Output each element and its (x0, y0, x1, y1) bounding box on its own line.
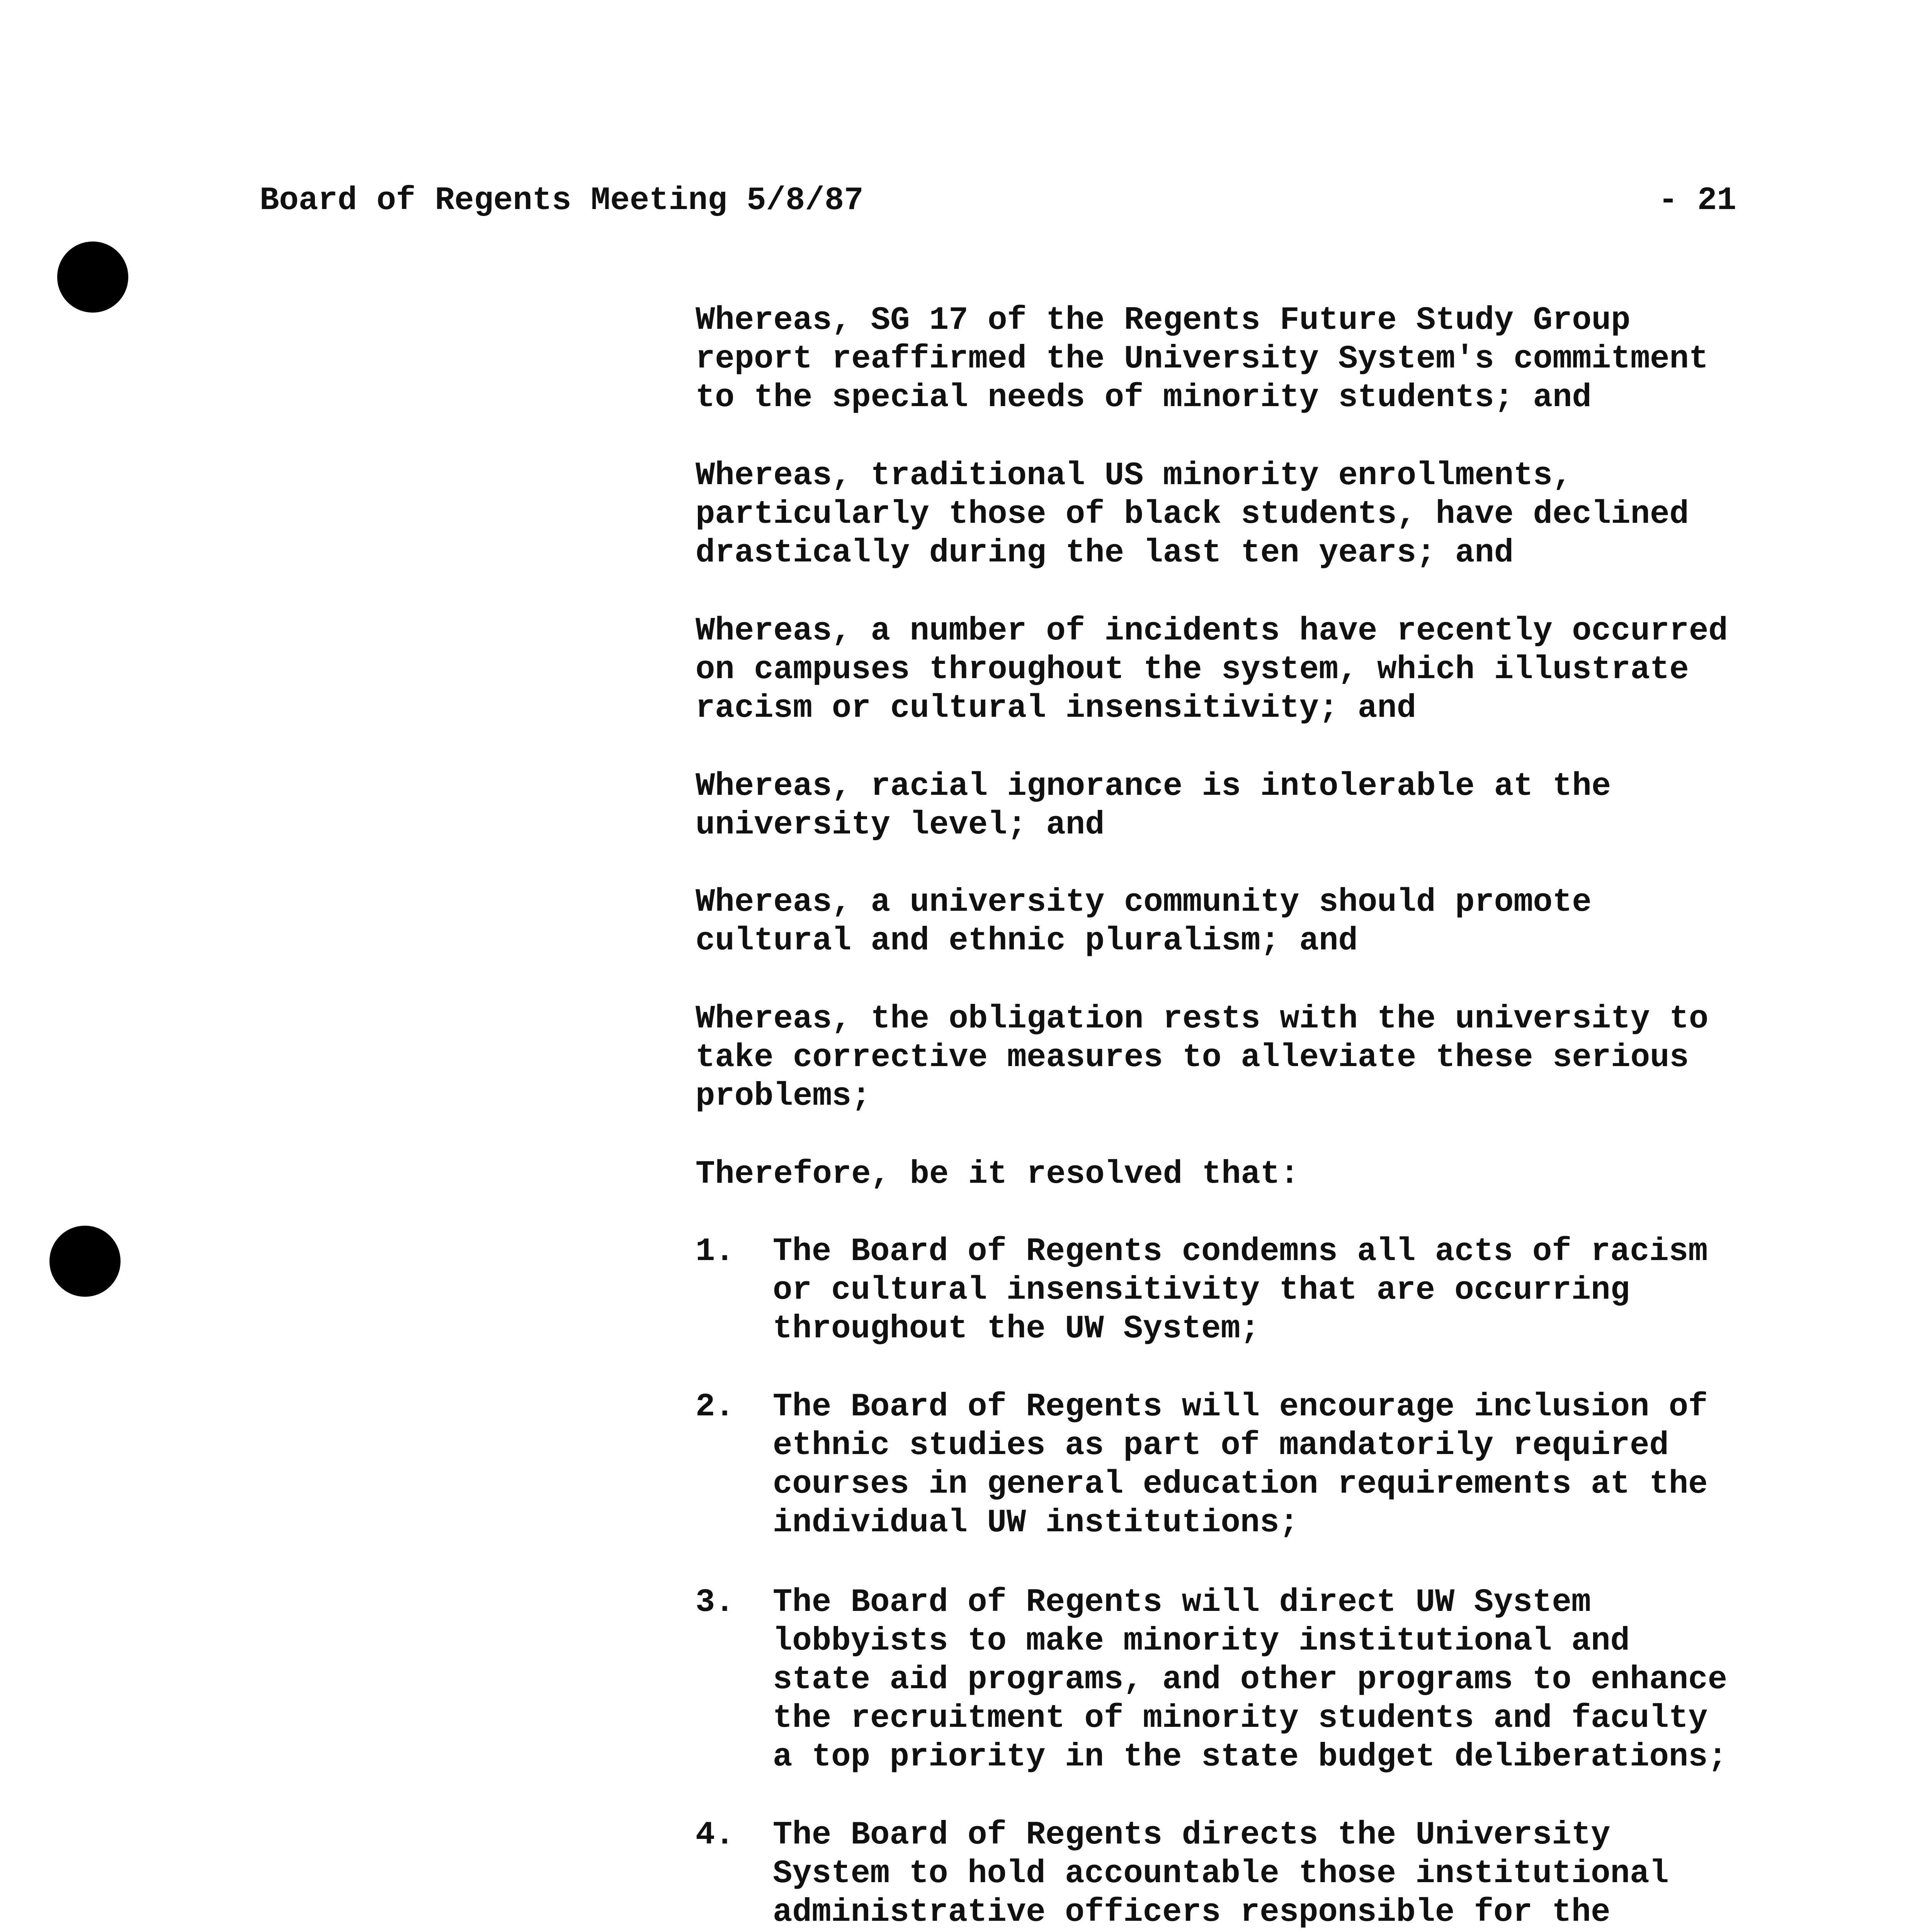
text-line: The Board of Regents will direct UW System (773, 1584, 1591, 1621)
whereas-clause (696, 767, 1611, 845)
text-line: The Board of Regents condemns all acts of racism (773, 1233, 1708, 1270)
text-line: courses in general education requirements at the (773, 1466, 1708, 1503)
text-line: ethnic studies as part of mandatorily required (773, 1427, 1669, 1464)
text-line: particularly those of black students, have declined (696, 496, 1689, 533)
resolution-text (773, 1583, 1727, 1777)
resolution-text (773, 1233, 1708, 1349)
text-line: report reaffirmed the University System's commitment (696, 341, 1709, 378)
text-line: Whereas, a number of incidents have recently occurred (696, 613, 1728, 650)
text-line: cultural and ethnic pluralism; and (696, 923, 1358, 959)
text-line: Whereas, racial ignorance is intolerable at the (696, 768, 1611, 805)
text-line: Whereas, traditional US minority enrollments, (696, 457, 1572, 494)
text-line: administrative officers responsible for the (773, 1894, 1611, 1931)
text-line: or cultural insensitivity that are occurring (773, 1272, 1630, 1309)
text-line: Therefore, be it resolved that: (696, 1156, 1299, 1193)
resolution-number: 2. (696, 1389, 735, 1425)
resolution-number: 1. (696, 1233, 735, 1270)
text-line: Whereas, SG 17 of the Regents Future Study Group (696, 302, 1631, 339)
text-line: a top priority in the state budget deliberations; (773, 1739, 1728, 1776)
text-line: take corrective measures to alleviate these serious (696, 1039, 1689, 1076)
page-header-title: Board of Regents Meeting 5/8/87 (260, 182, 864, 219)
text-line: System to hold accountable those institutional (773, 1855, 1669, 1892)
text-line: Whereas, the obligation rests with the university to (696, 1001, 1709, 1037)
text-line: drastically during the last ten years; and (696, 535, 1514, 571)
text-line: state aid programs, and other programs to enhance (773, 1662, 1728, 1698)
text-line: individual UW institutions; (773, 1505, 1299, 1541)
text-line: The Board of Regents directs the University (773, 1817, 1611, 1854)
text-line: throughout the UW System; (773, 1311, 1260, 1347)
page-number: - 21 (1658, 182, 1736, 219)
text-line: to the special needs of minority students; and (696, 379, 1592, 416)
whereas-clause (696, 457, 1689, 573)
text-line: the recruitment of minority students and faculty (773, 1700, 1708, 1737)
text-line: racism or cultural insensitivity; and (696, 690, 1417, 727)
text-line: lobbyists to make minority institutional and (773, 1623, 1630, 1660)
resolution-number: 3. (696, 1584, 735, 1621)
whereas-clause (696, 883, 1592, 961)
resolution-number: 4. (696, 1817, 735, 1854)
resolved-intro (696, 1155, 1299, 1194)
resolution-text (773, 1816, 1669, 1932)
text-line: problems; (696, 1078, 871, 1115)
whereas-clause (696, 1000, 1708, 1116)
punch-hole-middle (49, 1226, 121, 1297)
punch-hole-top (57, 242, 128, 313)
text-line: university level; and (696, 807, 1105, 844)
whereas-clause (696, 612, 1728, 728)
whereas-clause (696, 301, 1708, 417)
text-line: Whereas, a university community should promote (696, 884, 1592, 921)
resolution-text (773, 1388, 1708, 1543)
text-line: on campuses throughout the system, which illustrate (696, 651, 1689, 688)
text-line: The Board of Regents will encourage inclusion of (773, 1389, 1708, 1425)
